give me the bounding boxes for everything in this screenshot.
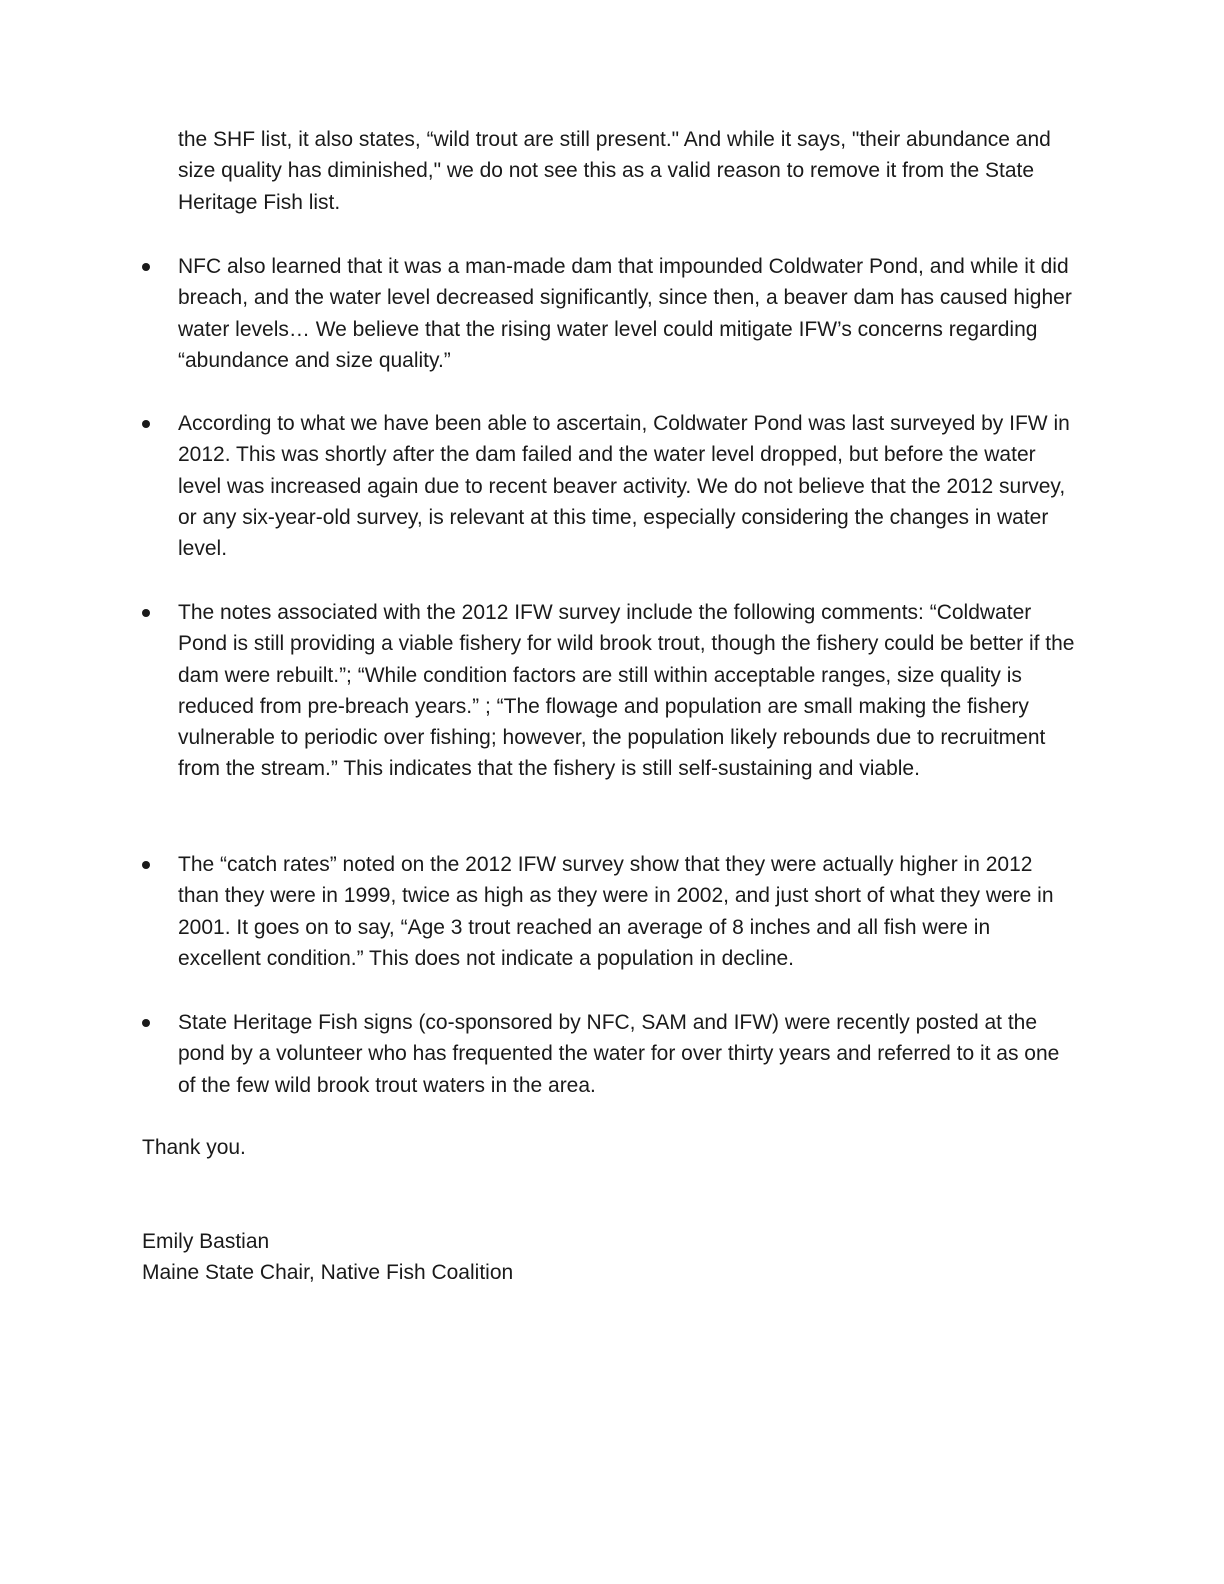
- bullet-icon: [142, 263, 150, 271]
- bullet-text: The notes associated with the 2012 IFW survey include the following comments: “Coldwater Pond is still providing a viable fishery for wild brook trout, though the fishery could be better if the dam were rebuilt.”; “While condition factors are still within acceptable ranges, size quality is reduced from pre-breach years.” ; “The flowage and population are small making the fishery vulnerable to periodic over fishing; however, the population likely rebounds due to recruitment from the stream.” This indicates that the fishery is still self-sustaining and viable.: [178, 601, 1075, 781]
- signer-name: Emily Bastian: [142, 1230, 270, 1253]
- bullet-item-heritage-signs: [178, 1007, 1078, 1101]
- closing-line: Thank you.: [142, 1136, 246, 1159]
- bullet-icon: [142, 609, 150, 617]
- bullet-item-catch-rates: [178, 849, 1078, 974]
- bullet-item-survey-notes: [178, 597, 1078, 785]
- bullet-icon: [142, 1019, 150, 1027]
- bullet-text: NFC also learned that it was a man-made dam that impounded Coldwater Pond, and while it did breach, and the water level decreased significantly, since then, a beaver dam has caused higher water levels… We believe that the rising water level could mitigate IFW’s concerns regarding “abundance and size quality.”: [178, 255, 1072, 372]
- bullet-item-last-survey: [178, 408, 1078, 564]
- bullet-icon: [142, 420, 150, 428]
- bullet-item-dam-breach: [178, 251, 1078, 376]
- continuation-paragraph: the SHF list, it also states, “wild trout are still present." And while it says, "their abundance and size quality has diminished," we do not see this as a valid reason to remove it from the State Heritage Fish list.: [178, 128, 1051, 214]
- bullet-text: The “catch rates” noted on the 2012 IFW survey show that they were actually higher in 2012 than they were in 1999, twice as high as they were in 2002, and just short of what they were in 2001. It goes on to say, “Age 3 trout reached an average of 8 inches and all fish were in excellent condition.” This does not indicate a population in decline.: [178, 853, 1054, 970]
- bullet-text: According to what we have been able to ascertain, Coldwater Pond was last surveyed by IFW in 2012. This was shortly after the dam failed and the water level dropped, but before the water level was increased again due to recent beaver activity. We do not believe that the 2012 survey, or any six-year-old survey, is relevant at this time, especially considering the changes in water level.: [178, 412, 1070, 561]
- signature-block: [142, 1226, 513, 1289]
- signer-title: Maine State Chair, Native Fish Coalition: [142, 1261, 514, 1285]
- bullet-text: State Heritage Fish signs (co-sponsored by NFC, SAM and IFW) were recently posted at the pond by a volunteer who has frequented the water for over thirty years and referred to it as one of the few wild brook trout waters in the area.: [178, 1011, 1060, 1097]
- bullet-icon: [142, 861, 150, 869]
